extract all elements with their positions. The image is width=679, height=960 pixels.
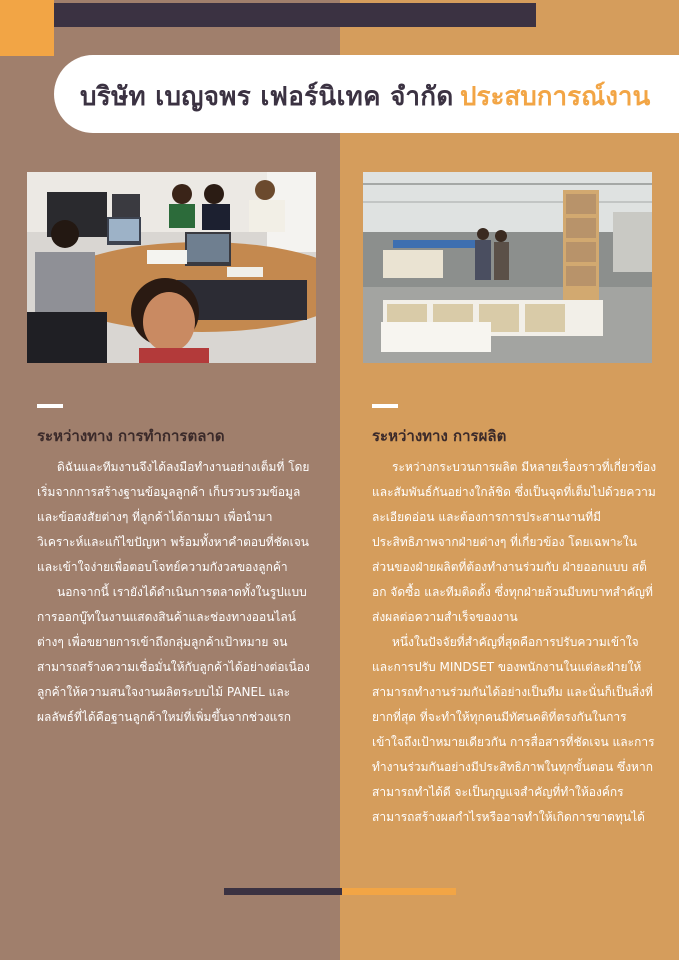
marketing-paragraph: นอกจากนี้ เรายังได้ดำเนินการตลาดทั้งในรูปแบบการออกบู๊ทในงานแสดงสินค้าและช่องทางออนไลน์ต่างๆ เพื่อขยายการเข้าถึงกลุ่มลูกค้าเป้าหมาย จนสามารถสร้างความเชื่อมั่นให้กับลูกค้าได้อย่างต่อเนื่อง ลูกค้าให้ความสนใจงานผลิตระบบไม้ PANEL และผลลัพธ์ที่ได้คือฐานลูกค้าใหม่ที่เพิ่มขึ้นจากช่วงแรก [37, 585, 310, 724]
corner-accent-block [0, 0, 54, 56]
company-name: บริษัท เบญจพร เฟอร์นิเทค จำกัด [80, 82, 454, 112]
page-heading: ประสบการณ์งาน [460, 82, 651, 112]
office-team-photo [27, 172, 316, 363]
production-section-body [372, 455, 658, 830]
top-decorative-bar [54, 3, 536, 27]
production-section-heading: ระหว่างทาง การผลิต [372, 427, 507, 445]
factory-production-photo [363, 172, 652, 363]
marketing-section-heading: ระหว่างทาง การทำการตลาด [37, 427, 225, 445]
production-paragraph: หนึ่งในปัจจัยที่สำคัญที่สุดคือการปรับความเข้าใจและการปรับ MINDSET ของพนักงานในแต่ละฝ่ายให้สามารถทำงานร่วมกันได้อย่างเป็นทีม และนั่นก็เป็นสิ่งที่ยากที่สุด ที่จะทำให้ทุกคนมีทัศนคติที่ตรงกันในการเข้าใจถึงเป้าหมายเดียวกัน การสื่อสารที่ชัดเจน และการทำงานร่วมกันอย่างมีประสิทธิภาพในทุกขั้นตอน ซึ่งหากสามารถทำได้ดี จะเป็นกุญแจสำคัญที่ทำให้องค์กรสามารถสร้างผลกำไรหรืออาจทำให้เกิดการขาดทุนได้ [372, 635, 655, 824]
right-heading-accent [372, 404, 398, 408]
production-paragraph: ระหว่างกระบวนการผลิต มีหลายเรื่องราวที่เกี่ยวข้องและสัมพันธ์กันอย่างใกล้ชิด ซึ่งเป็นจุดที่เต็มไปด้วยความละเอียดอ่อน และต้องการการประสานงานที่มีประสิทธิภาพจากฝ่ายต่างๆ ที่เกี่ยวข้อง โดยเฉพาะในส่วนของฝ่ายผลิตที่ต้องทำงานร่วมกับ ฝ่ายออกแบบ สต็อก จัดซื้อ และทีมติดตั้ง ซึ่งทุกฝ่ายล้วนมีบทบาทสำคัญที่ส่งผลต่อความสำเร็จของงาน [372, 460, 657, 624]
marketing-paragraph: ดิฉันและทีมงานจึงได้ลงมือทำงานอย่างเต็มที่ โดยเริ่มจากการสร้างฐานข้อมูลลูกค้า เก็บรวบรวมข้อมูลและข้อสงสัยต่างๆ ที่ลูกค้าได้ถามมา เพื่อนำมาวิเคราะห์และแก้ไขปัญหา พร้อมทั้งหาคำตอบที่ชัดเจนและเข้าใจง่ายเพื่อตอบโจทย์ความกังวลของลูกค้า [37, 460, 310, 574]
bottom-decorative-bar-dark [224, 888, 342, 895]
left-heading-accent [37, 404, 63, 408]
bottom-decorative-bar-orange [342, 888, 456, 895]
marketing-section-body [37, 455, 317, 730]
